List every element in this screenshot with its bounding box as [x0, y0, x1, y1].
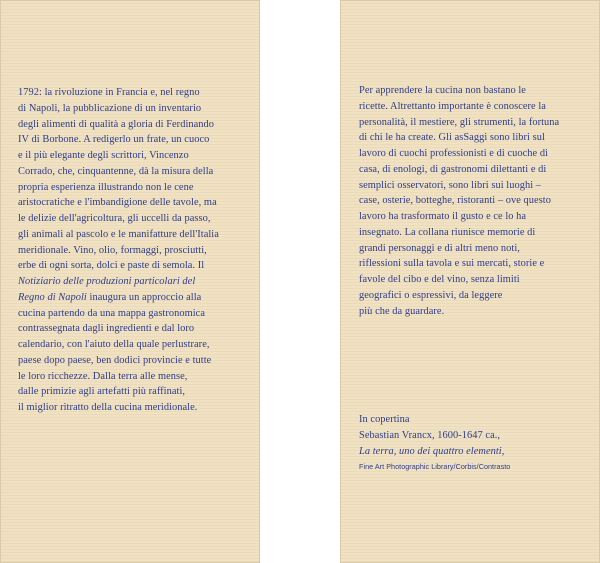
text-line: Per apprendere la cucina non bastano le [359, 85, 526, 96]
text-line: le delizie dell'agricoltura, gli uccelli da passo, [18, 213, 211, 224]
credit-source: Fine Art Photographic Library/Corbis/Contrasto [359, 462, 511, 472]
text-line: riflessioni sulla tavola e sui mercati, storie e [359, 258, 545, 270]
credit-heading: In copertina [359, 414, 410, 425]
text-fragment: inaugura un approccio alla [86, 291, 202, 303]
text-line: 1792: la rivoluzione in Francia e, nel regno [18, 87, 200, 98]
text-line: e il più elegante degli scrittori, Vincenzo [18, 150, 189, 161]
book-title-part: Notiziario delle produzioni particolari del [18, 276, 196, 287]
right-flap-text [359, 83, 591, 319]
text-line: grandi personaggi e di altri meno noti, [359, 242, 520, 254]
text-line: dalle primizie agli artefatti più raffinati, [18, 386, 186, 398]
text-line: gli animali al pascolo e le manifatture dell'Italia [18, 228, 219, 240]
text-line: erbe di ogni sorta, dolci e paste di semola. Il [18, 260, 205, 272]
credit-artist: Sebastian Vrancx, 1600-1647 ca., [359, 429, 501, 441]
text-line: case, osterie, botteghe, ristoranti – ove questo [359, 195, 551, 207]
text-line: cucina partendo da una mappa gastronomica [18, 307, 205, 319]
text-line: contrassegnata dagli ingredienti e dal loro [18, 323, 195, 335]
text-line: il miglior ritratto della cucina meridionale. [18, 402, 198, 413]
mixed-line [18, 290, 256, 306]
text-line: personalità, il mestiere, gli strumenti, la fortuna [359, 116, 560, 128]
text-line: semplici osservatori, sono libri sui luoghi – [359, 179, 542, 191]
text-line: le loro ricchezze. Dalla terra alle mense, [18, 370, 188, 382]
text-line: favole del cibo e del vino, senza limiti [359, 274, 520, 285]
text-line: più che da guardare. [359, 305, 445, 317]
text-line: ricette. Altrettanto importante è conoscere la [359, 100, 546, 112]
text-line: insegnato. La collana riunisce memorie di [359, 226, 536, 238]
text-line: lavoro di cuochi professionisti e di cuoche di [359, 148, 548, 159]
credit-work-title [359, 444, 591, 460]
text-line: degli alimenti di qualità a gloria di Ferdinando [18, 118, 215, 130]
text-line: meridionale. Vino, olio, formaggi, prosciutti, [18, 244, 207, 256]
text-line: di Napoli, la pubblicazione di un inventario [18, 102, 202, 114]
book-title-part: Regno di Napoli [18, 291, 87, 303]
text-line: IV di Borbone. A redigerlo un frate, un cuoco [18, 134, 210, 146]
italic-title-line [18, 274, 256, 290]
text-line: paese dopo paese, ben dodici provincie e tutte [18, 354, 212, 366]
text-line: di chi le ha create. Gli asSaggi sono libri sul [359, 132, 545, 144]
left-flap-text [18, 85, 256, 416]
text-line: calendario, con l'aiuto della quale perlustrare, [18, 339, 210, 350]
text-line: aristocratiche e l'imbandigione delle tavole, ma [18, 197, 217, 209]
artwork-title: La terra, uno dei quattro elementi, [359, 445, 505, 457]
white-gutter [260, 0, 340, 563]
text-line: geografici o espressivi, da leggere [359, 289, 503, 301]
text-line: lavoro ha trasformato il gusto e ce lo ha [359, 211, 527, 222]
cover-credit [359, 412, 591, 473]
text-line: casa, di enologi, di gastronomi dilettanti e di [359, 163, 547, 175]
text-line: propria esperienza illustrando non le cene [18, 181, 194, 193]
text-line: Corrado, che, cinquantenne, dà la misura della [18, 165, 214, 177]
